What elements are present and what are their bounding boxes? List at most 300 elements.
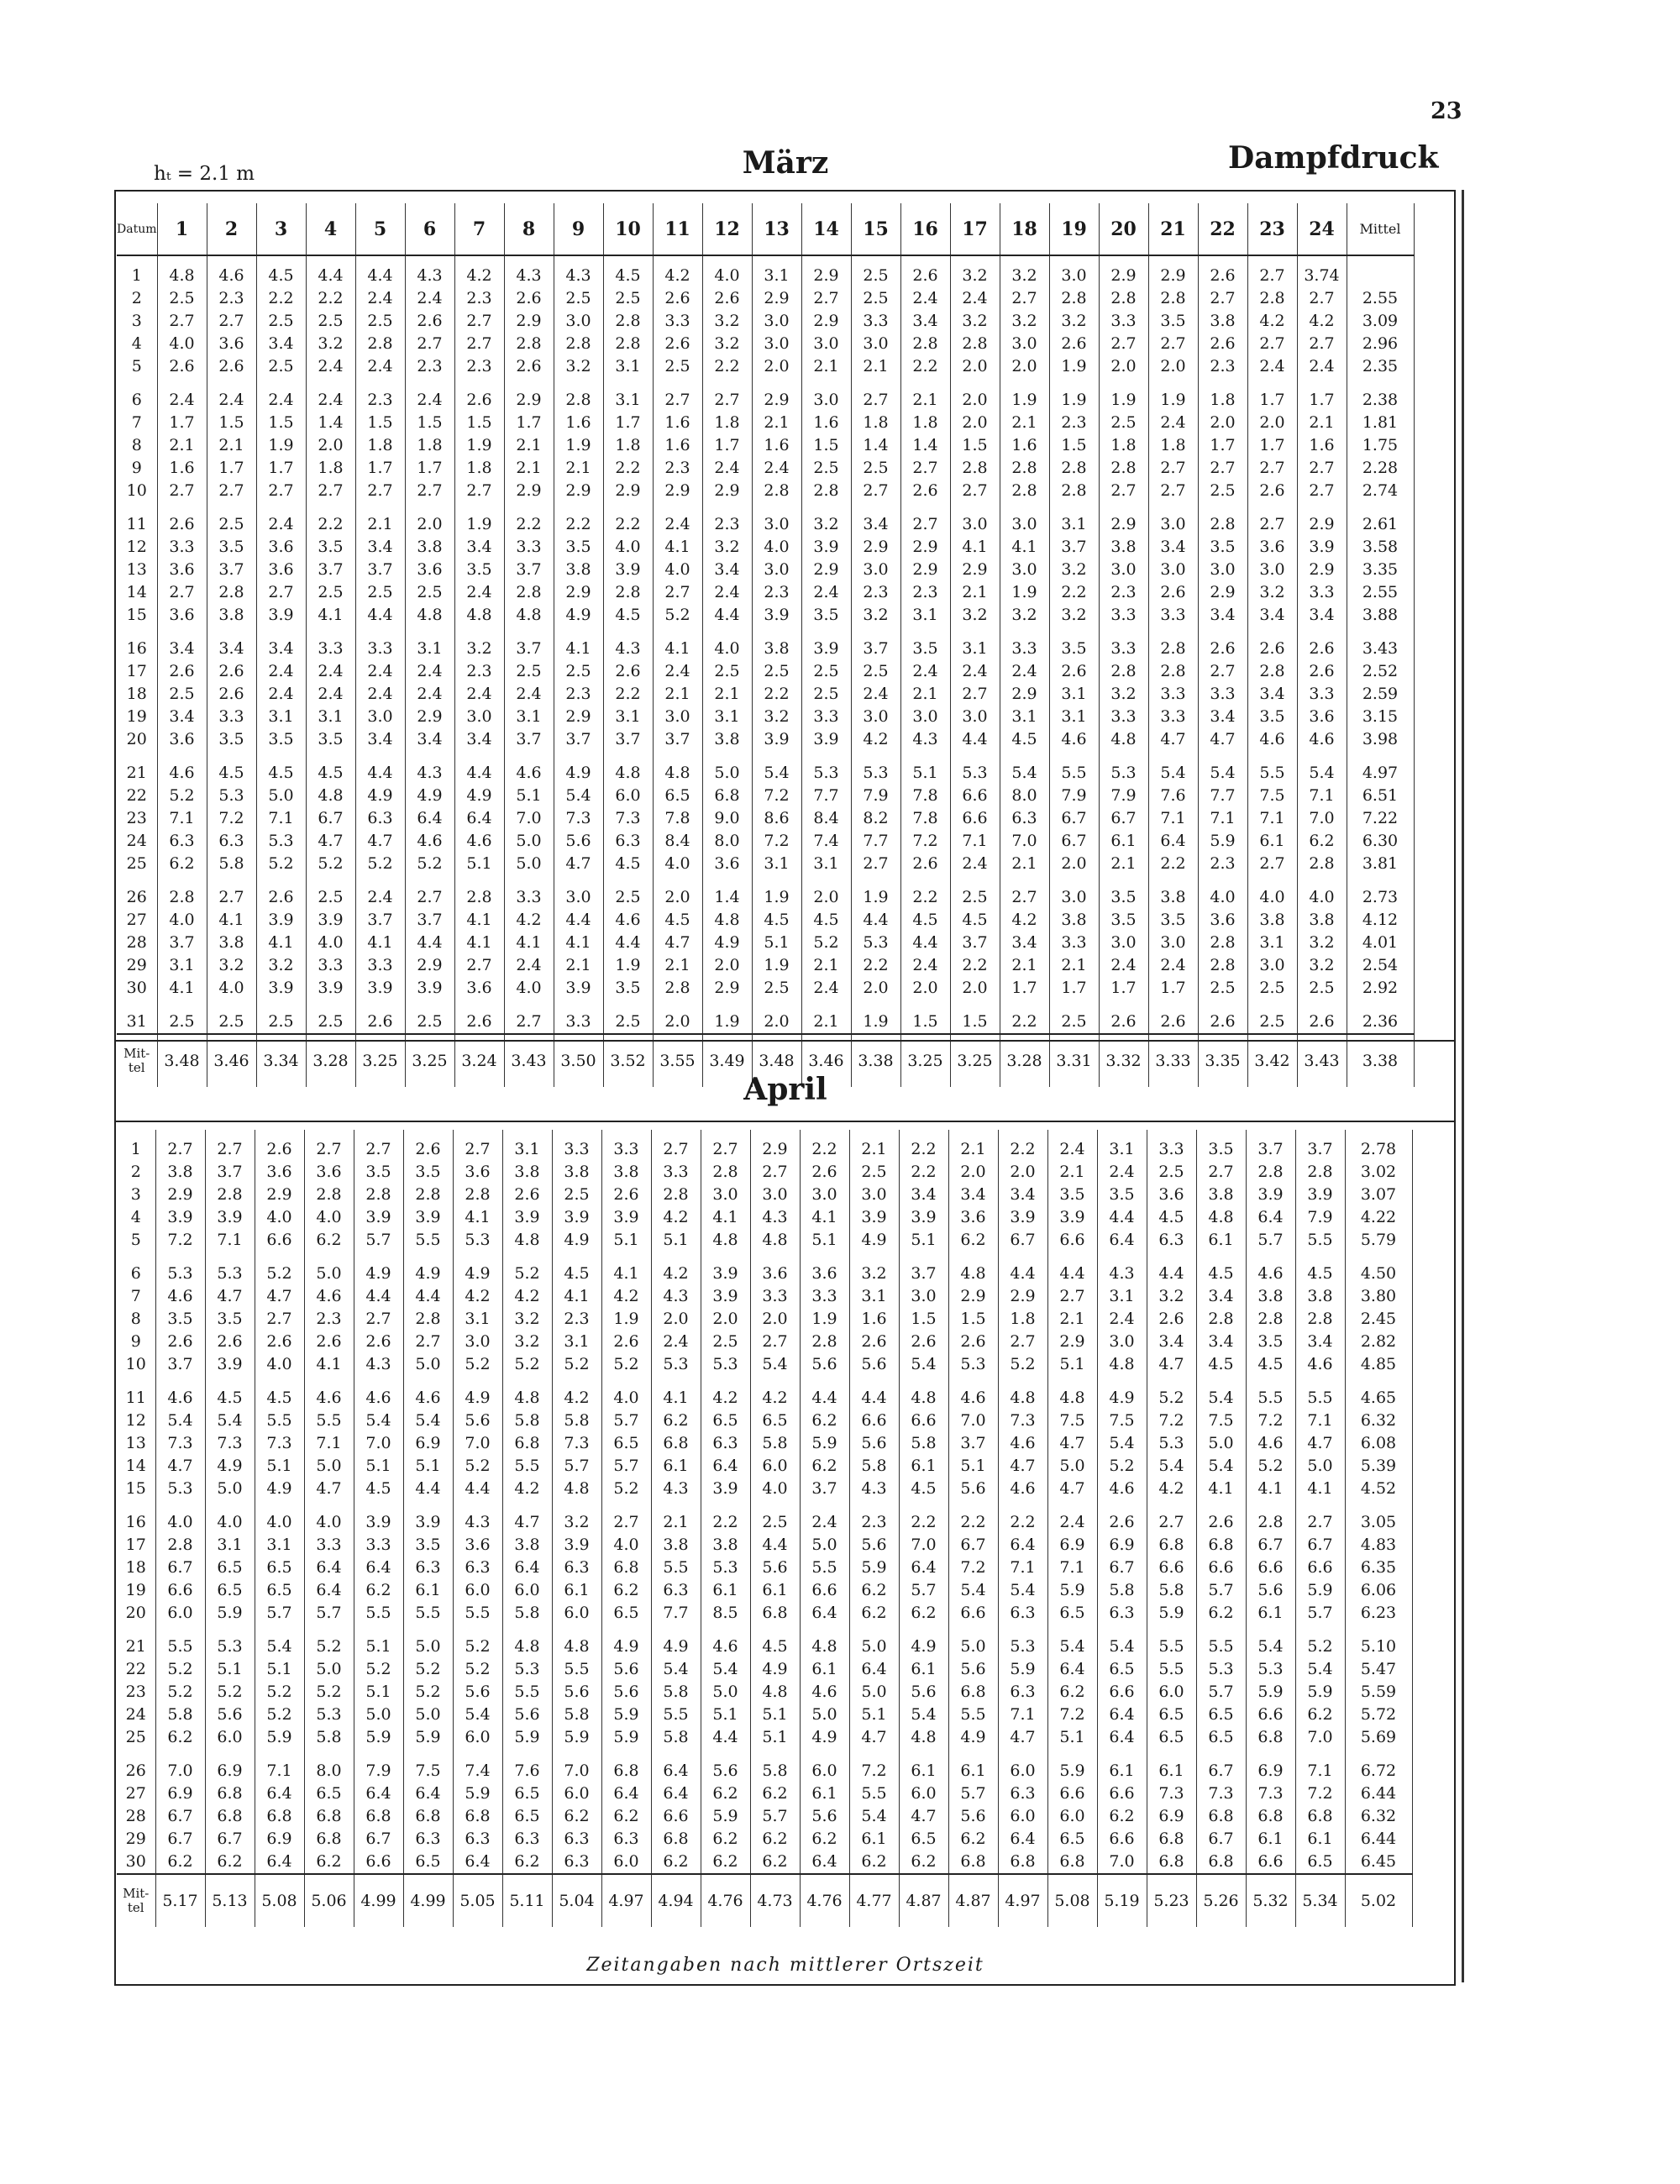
value-cell: 4.6 — [800, 1681, 849, 1704]
value-cell: 2.5 — [504, 660, 554, 683]
value-cell: 3.1 — [950, 638, 1000, 660]
value-cell: 7.7 — [851, 830, 900, 853]
value-cell: 7.0 — [155, 1760, 205, 1782]
value-cell: 5.5 — [403, 1602, 453, 1625]
value-cell: 3.4 — [1198, 604, 1247, 627]
value-cell: 4.5 — [950, 909, 1000, 932]
value-cell: 3.6 — [255, 1161, 304, 1184]
value-cell: 7.0 — [354, 1432, 403, 1455]
value-cell: 2.7 — [157, 581, 207, 604]
value-cell: 2.4 — [256, 389, 306, 412]
value-cell: 5.4 — [1198, 762, 1247, 785]
value-cell: 2.8 — [653, 977, 702, 1000]
value-cell: 5.6 — [849, 1432, 899, 1455]
value-cell: 2.7 — [405, 480, 454, 502]
value-cell: 4.7 — [1148, 728, 1198, 751]
value-cell: 2.7 — [701, 1138, 750, 1161]
value-cell: 3.9 — [603, 559, 653, 581]
value-cell: 6.6 — [950, 785, 1000, 807]
daily-mean-cell: 6.06 — [1345, 1579, 1412, 1602]
value-cell: 2.7 — [1198, 457, 1247, 480]
value-cell: 2.7 — [601, 1511, 651, 1534]
value-cell: 5.5 — [403, 1229, 453, 1252]
value-cell: 4.2 — [851, 728, 900, 751]
value-cell: 5.0 — [403, 1704, 453, 1726]
value-cell: 3.1 — [306, 706, 355, 728]
value-cell: 3.2 — [256, 954, 306, 977]
value-cell: 2.4 — [950, 287, 1000, 310]
value-cell: 4.8 — [998, 1387, 1047, 1410]
daily-mean-cell: 5.10 — [1345, 1635, 1412, 1658]
value-cell: 3.3 — [851, 310, 900, 333]
value-cell: 7.0 — [552, 1760, 601, 1782]
value-cell: 2.7 — [1196, 1161, 1246, 1184]
value-cell: 2.6 — [1198, 265, 1247, 287]
day-cell: 13 — [117, 559, 157, 581]
value-cell: 5.1 — [1047, 1353, 1097, 1376]
value-cell: 3.8 — [1198, 310, 1247, 333]
value-cell: 6.2 — [205, 1851, 255, 1874]
value-cell: 2.5 — [1099, 412, 1148, 434]
value-cell: 8.0 — [1000, 785, 1049, 807]
value-cell: 2.2 — [306, 287, 355, 310]
day-cell: 20 — [117, 728, 157, 751]
value-cell: 3.9 — [306, 977, 355, 1000]
value-cell: 4.4 — [306, 265, 355, 287]
value-cell: 5.5 — [651, 1704, 701, 1726]
value-cell: 7.3 — [1147, 1782, 1196, 1805]
value-cell: 3.9 — [306, 909, 355, 932]
value-cell: 2.5 — [603, 1011, 653, 1034]
value-cell: 2.5 — [851, 660, 900, 683]
mean-cell: 4.97 — [998, 1874, 1047, 1927]
value-cell: 3.4 — [1148, 536, 1198, 559]
value-cell: 5.6 — [849, 1534, 899, 1557]
value-cell: 3.7 — [504, 728, 554, 751]
value-cell: 7.9 — [1099, 785, 1148, 807]
value-cell: 5.1 — [255, 1455, 304, 1478]
value-cell: 2.4 — [355, 660, 405, 683]
value-cell: 4.6 — [155, 1387, 205, 1410]
value-cell: 6.6 — [950, 807, 1000, 830]
value-cell: 1.6 — [157, 457, 207, 480]
value-cell: 6.5 — [701, 1410, 750, 1432]
value-cell: 2.4 — [355, 287, 405, 310]
value-cell: 8.4 — [801, 807, 851, 830]
value-cell: 3.3 — [1099, 310, 1148, 333]
value-cell: 1.9 — [601, 1308, 651, 1331]
value-cell: 2.9 — [504, 310, 554, 333]
value-cell: 5.3 — [948, 1353, 998, 1376]
value-cell: 2.5 — [554, 660, 603, 683]
value-cell: 2.6 — [1148, 1011, 1198, 1034]
value-cell: 6.1 — [1147, 1760, 1196, 1782]
value-cell: 2.6 — [849, 1331, 899, 1353]
value-cell: 5.2 — [601, 1353, 651, 1376]
value-cell: 2.6 — [601, 1331, 651, 1353]
table-row — [117, 853, 1414, 875]
value-cell: 2.4 — [355, 355, 405, 378]
value-cell: 5.5 — [1147, 1658, 1196, 1681]
value-cell: 2.1 — [504, 434, 554, 457]
value-cell: 6.5 — [304, 1782, 354, 1805]
value-cell: 3.3 — [801, 706, 851, 728]
value-cell: 2.4 — [752, 457, 801, 480]
value-cell: 3.2 — [801, 513, 851, 536]
value-cell: 3.0 — [800, 1184, 849, 1206]
value-cell: 2.9 — [801, 265, 851, 287]
value-cell: 3.9 — [256, 909, 306, 932]
value-cell: 3.0 — [752, 513, 801, 536]
value-cell: 2.4 — [851, 683, 900, 706]
value-cell: 4.1 — [1000, 536, 1049, 559]
value-cell: 4.1 — [306, 604, 355, 627]
value-cell: 7.0 — [1295, 1726, 1345, 1749]
value-cell: 2.6 — [653, 333, 702, 355]
value-cell: 4.6 — [157, 762, 207, 785]
value-cell: 4.1 — [701, 1206, 750, 1229]
value-cell: 2.0 — [851, 977, 900, 1000]
value-cell: 3.6 — [750, 1263, 800, 1285]
value-cell: 4.7 — [304, 1478, 354, 1500]
value-cell: 4.6 — [1247, 728, 1297, 751]
value-cell: 3.8 — [752, 638, 801, 660]
value-cell: 2.0 — [1148, 355, 1198, 378]
value-cell: 7.3 — [552, 1432, 601, 1455]
daily-mean-cell: 5.59 — [1345, 1681, 1412, 1704]
value-cell: 4.9 — [899, 1635, 948, 1658]
value-cell: 3.1 — [552, 1331, 601, 1353]
value-cell: 1.9 — [752, 886, 801, 909]
value-cell: 6.8 — [205, 1805, 255, 1828]
value-cell: 5.3 — [651, 1353, 701, 1376]
value-cell: 7.1 — [1047, 1557, 1097, 1579]
value-cell: 2.2 — [1000, 1011, 1049, 1034]
value-cell: 4.5 — [603, 853, 653, 875]
value-cell: 2.8 — [155, 1534, 205, 1557]
value-cell: 7.8 — [900, 785, 950, 807]
value-cell: 2.4 — [256, 513, 306, 536]
value-cell: 2.2 — [948, 1511, 998, 1534]
value-cell: 2.8 — [1247, 660, 1297, 683]
value-cell: 7.5 — [1047, 1410, 1097, 1432]
value-cell: 4.0 — [752, 536, 801, 559]
row-spacer — [117, 1625, 1412, 1635]
value-cell: 6.8 — [948, 1851, 998, 1874]
value-cell: 2.0 — [651, 1308, 701, 1331]
value-cell: 3.5 — [207, 536, 256, 559]
value-cell: 2.3 — [653, 457, 702, 480]
value-cell: 5.4 — [205, 1410, 255, 1432]
value-cell: 5.1 — [454, 853, 504, 875]
day-cell: 21 — [117, 762, 157, 785]
value-cell: 5.5 — [1147, 1635, 1196, 1658]
value-cell: 4.0 — [207, 977, 256, 1000]
value-cell: 4.2 — [750, 1387, 800, 1410]
value-cell: 5.7 — [601, 1455, 651, 1478]
value-cell: 3.6 — [800, 1263, 849, 1285]
value-cell: 3.5 — [554, 536, 603, 559]
value-cell: 2.7 — [1247, 333, 1297, 355]
value-cell: 4.4 — [750, 1534, 800, 1557]
value-cell: 5.9 — [1147, 1602, 1196, 1625]
value-cell: 7.2 — [1147, 1410, 1196, 1432]
table-row — [117, 1184, 1412, 1206]
value-cell: 3.8 — [1247, 909, 1297, 932]
value-cell: 3.9 — [405, 977, 454, 1000]
value-cell: 5.4 — [651, 1658, 701, 1681]
value-cell: 3.3 — [1297, 581, 1347, 604]
value-cell: 6.0 — [1047, 1805, 1097, 1828]
value-cell: 2.6 — [157, 513, 207, 536]
value-cell: 6.2 — [1047, 1681, 1097, 1704]
value-cell: 6.8 — [403, 1805, 453, 1828]
value-cell: 3.4 — [1295, 1331, 1345, 1353]
value-cell: 4.9 — [651, 1635, 701, 1658]
value-cell: 5.2 — [502, 1263, 552, 1285]
value-cell: 6.4 — [354, 1782, 403, 1805]
day-cell: 12 — [117, 536, 157, 559]
value-cell: 5.1 — [205, 1658, 255, 1681]
value-cell: 3.6 — [453, 1161, 502, 1184]
value-cell: 5.2 — [205, 1681, 255, 1704]
value-cell: 3.0 — [1000, 559, 1049, 581]
value-cell: 2.7 — [207, 480, 256, 502]
value-cell: 2.7 — [403, 1331, 453, 1353]
value-cell: 2.0 — [750, 1308, 800, 1331]
value-cell: 3.7 — [355, 909, 405, 932]
value-cell: 4.2 — [502, 1285, 552, 1308]
value-cell: 4.1 — [1246, 1478, 1295, 1500]
value-cell: 2.7 — [702, 389, 752, 412]
value-cell: 6.4 — [1097, 1704, 1147, 1726]
value-cell: 4.5 — [207, 762, 256, 785]
table-row — [117, 1635, 1412, 1658]
value-cell: 5.2 — [453, 1635, 502, 1658]
value-cell: 5.1 — [601, 1229, 651, 1252]
day-cell: 30 — [117, 1851, 155, 1874]
table-row — [117, 1478, 1412, 1500]
value-cell: 4.4 — [354, 1285, 403, 1308]
value-cell: 7.1 — [255, 1760, 304, 1782]
value-cell: 2.7 — [653, 389, 702, 412]
value-cell: 3.8 — [502, 1161, 552, 1184]
value-cell: 2.0 — [752, 1011, 801, 1034]
value-cell: 6.8 — [750, 1602, 800, 1625]
daily-mean-cell: 2.96 — [1347, 333, 1414, 355]
mean-cell: 4.76 — [800, 1874, 849, 1927]
mean-cell: 3.25 — [950, 1034, 1000, 1087]
value-cell: 2.1 — [900, 389, 950, 412]
daily-mean-cell: 1.75 — [1347, 434, 1414, 457]
value-cell: 2.5 — [405, 581, 454, 604]
value-cell: 5.5 — [948, 1704, 998, 1726]
value-cell: 5.5 — [502, 1681, 552, 1704]
value-cell: 5.9 — [1047, 1760, 1097, 1782]
value-cell: 4.1 — [454, 909, 504, 932]
table-row — [117, 1206, 1412, 1229]
value-cell: 2.8 — [900, 333, 950, 355]
value-cell: 2.0 — [950, 389, 1000, 412]
value-cell: 6.5 — [1196, 1726, 1246, 1749]
value-cell: 2.1 — [355, 513, 405, 536]
daily-mean-cell: 3.09 — [1347, 310, 1414, 333]
header-hour: 15 — [851, 203, 900, 255]
value-cell: 5.8 — [651, 1681, 701, 1704]
table-row — [117, 1410, 1412, 1432]
value-cell: 4.1 — [552, 1285, 601, 1308]
table-row — [117, 1534, 1412, 1557]
value-cell: 3.1 — [752, 853, 801, 875]
value-cell: 4.4 — [554, 909, 603, 932]
mean-cell: 5.32 — [1246, 1874, 1295, 1927]
value-cell: 5.6 — [205, 1704, 255, 1726]
value-cell: 6.6 — [1097, 1681, 1147, 1704]
table-row — [117, 581, 1414, 604]
value-cell: 6.8 — [255, 1805, 304, 1828]
value-cell: 5.4 — [403, 1410, 453, 1432]
value-cell: 2.9 — [1297, 559, 1347, 581]
value-cell: 6.2 — [800, 1455, 849, 1478]
value-cell: 2.7 — [900, 457, 950, 480]
value-cell: 4.6 — [1297, 728, 1347, 751]
value-cell: 3.6 — [453, 1534, 502, 1557]
value-cell: 5.7 — [1246, 1229, 1295, 1252]
value-cell: 6.1 — [1246, 1602, 1295, 1625]
value-cell: 1.5 — [950, 1011, 1000, 1034]
value-cell: 3.5 — [155, 1308, 205, 1331]
value-cell: 7.5 — [1196, 1410, 1246, 1432]
value-cell: 2.8 — [403, 1184, 453, 1206]
value-cell: 3.3 — [1147, 1138, 1196, 1161]
row-spacer — [117, 1252, 1412, 1263]
value-cell: 7.1 — [1297, 785, 1347, 807]
value-cell: 2.4 — [1047, 1511, 1097, 1534]
day-cell: 5 — [117, 355, 157, 378]
value-cell: 5.8 — [651, 1726, 701, 1749]
value-cell: 4.4 — [1147, 1263, 1196, 1285]
value-cell: 3.8 — [1049, 909, 1099, 932]
value-cell: 6.4 — [899, 1557, 948, 1579]
value-cell: 6.3 — [552, 1828, 601, 1851]
value-cell: 4.4 — [851, 909, 900, 932]
table-row — [117, 1681, 1412, 1704]
value-cell: 3.8 — [1297, 909, 1347, 932]
value-cell: 2.6 — [454, 389, 504, 412]
value-cell: 6.1 — [403, 1579, 453, 1602]
value-cell: 8.0 — [702, 830, 752, 853]
daily-mean-cell: 6.35 — [1345, 1557, 1412, 1579]
value-cell: 4.0 — [304, 1511, 354, 1534]
value-cell: 2.7 — [1297, 457, 1347, 480]
value-cell: 6.4 — [454, 807, 504, 830]
value-cell: 3.0 — [1148, 559, 1198, 581]
value-cell: 4.2 — [1297, 310, 1347, 333]
value-cell: 6.2 — [750, 1851, 800, 1874]
value-cell: 2.9 — [504, 389, 554, 412]
value-cell: 5.1 — [849, 1704, 899, 1726]
value-cell: 4.4 — [355, 604, 405, 627]
value-cell: 5.8 — [502, 1602, 552, 1625]
value-cell: 2.5 — [554, 287, 603, 310]
value-cell: 4.7 — [306, 830, 355, 853]
value-cell: 2.5 — [801, 457, 851, 480]
value-cell: 3.0 — [1247, 954, 1297, 977]
value-cell: 4.0 — [601, 1387, 651, 1410]
table-row — [117, 1704, 1412, 1726]
value-cell: 6.3 — [651, 1579, 701, 1602]
value-cell: 1.9 — [752, 954, 801, 977]
value-cell: 3.9 — [849, 1206, 899, 1229]
value-cell: 3.7 — [504, 559, 554, 581]
value-cell: 4.9 — [1097, 1387, 1147, 1410]
value-cell: 6.3 — [601, 1828, 651, 1851]
value-cell: 1.8 — [603, 434, 653, 457]
value-cell: 3.2 — [1099, 683, 1148, 706]
value-cell: 3.0 — [1148, 932, 1198, 954]
value-cell: 1.8 — [1099, 434, 1148, 457]
value-cell: 6.7 — [155, 1557, 205, 1579]
value-cell: 5.1 — [899, 1229, 948, 1252]
value-cell: 5.1 — [354, 1635, 403, 1658]
value-cell: 6.5 — [403, 1851, 453, 1874]
table-row — [117, 1229, 1412, 1252]
station-height-label: hₜ = 2.1 m — [154, 163, 255, 185]
value-cell: 7.0 — [1000, 830, 1049, 853]
value-cell: 2.6 — [948, 1331, 998, 1353]
value-cell: 2.5 — [1247, 977, 1297, 1000]
value-cell: 4.8 — [552, 1635, 601, 1658]
value-cell: 2.1 — [1297, 412, 1347, 434]
value-cell: 5.7 — [552, 1455, 601, 1478]
value-cell: 6.2 — [750, 1782, 800, 1805]
value-cell: 2.8 — [950, 457, 1000, 480]
value-cell: 1.9 — [454, 513, 504, 536]
value-cell: 2.5 — [157, 1011, 207, 1034]
value-cell: 5.3 — [1147, 1432, 1196, 1455]
value-cell: 6.0 — [603, 785, 653, 807]
value-cell: 2.5 — [851, 457, 900, 480]
value-cell: 2.6 — [304, 1331, 354, 1353]
value-cell: 6.5 — [750, 1410, 800, 1432]
value-cell: 2.9 — [603, 480, 653, 502]
value-cell: 7.1 — [1247, 807, 1297, 830]
value-cell: 6.4 — [354, 1557, 403, 1579]
value-cell: 4.6 — [403, 1387, 453, 1410]
value-cell: 4.1 — [1295, 1478, 1345, 1500]
value-cell: 5.4 — [1147, 1455, 1196, 1478]
value-cell: 6.4 — [651, 1782, 701, 1805]
value-cell: 4.5 — [1246, 1353, 1295, 1376]
value-cell: 1.5 — [900, 1011, 950, 1034]
value-cell: 5.0 — [849, 1635, 899, 1658]
value-cell: 4.3 — [554, 265, 603, 287]
page-number: 23 — [1431, 98, 1462, 124]
value-cell: 2.2 — [900, 886, 950, 909]
value-cell: 4.9 — [554, 762, 603, 785]
table-row — [117, 536, 1414, 559]
section-separator — [114, 1121, 1456, 1122]
value-cell: 6.5 — [601, 1432, 651, 1455]
value-cell: 5.4 — [1196, 1455, 1246, 1478]
value-cell: 4.6 — [1246, 1432, 1295, 1455]
value-cell: 3.3 — [355, 638, 405, 660]
value-cell: 2.4 — [950, 853, 1000, 875]
mean-cell: 4.94 — [651, 1874, 701, 1927]
value-cell: 6.1 — [701, 1579, 750, 1602]
value-cell: 4.2 — [651, 1263, 701, 1285]
value-cell: 4.0 — [306, 932, 355, 954]
